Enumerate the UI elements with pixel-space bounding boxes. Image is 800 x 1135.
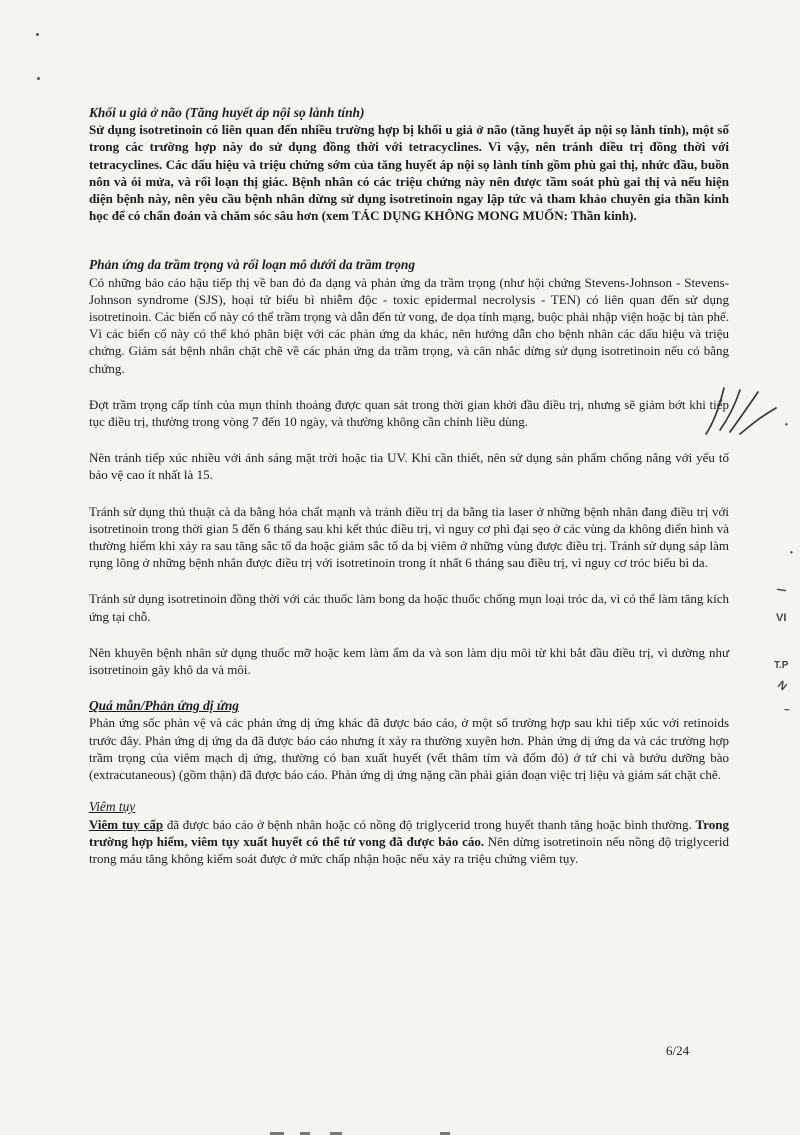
section-paragraph: Tránh sử dụng thủ thuật cà da bằng hóa chất mạnh và tránh điều trị da bằng tia laser ở những bệnh nhân đang điều trị với isotretinoin trong thời gian 5 đến 6 tháng sau khi kết thúc điều trị, vì nguy cơ phì đại sẹo ở các vùng da không điển hình và thường hiếm khi xảy ra sau tăng sắc tố da hoặc giảm sắc tố da bị viêm ở những vùng được điều trị. Tránh sử dụng sáp làm rụng lông ở những bệnh nhân được điều trị với isotretinoin trong ít nhất 6 tháng sau điều trị, vì nguy cơ tróc biểu bì da. xyxy=(89,503,729,571)
scan-edge xyxy=(0,1129,800,1135)
margin-stamp-text: VI xyxy=(776,612,787,624)
section-paragraph: Đợt trầm trọng cấp tính của mụn thỉnh thoảng được quan sát trong thời gian khởi đầu điều trị, nhưng sẽ giảm bớt khi tiếp tục điều trị, thường trong vòng 7 đến 10 ngày, và thường không cần chỉnh liều dùng. xyxy=(89,396,729,430)
scan-speck xyxy=(37,77,40,80)
section-paragraph: Sử dụng isotretinoin có liên quan đến nhiều trường hợp bị khối u giả ở não (tăng huyết áp nội sọ lành tính), một số trong các trường hợp này do sử dụng đồng thời với tetracyclines. Vì vậy, nên tránh điều trị đồng thời với tetracyclines. Các dấu hiệu và triệu chứng sớm của tăng huyết áp nội sọ lành tính gồm phù gai thị, nhức đầu, buồn nôn và ói mửa, và rối loạn thị giác. Bệnh nhân có các triệu chứng này nên được tầm soát phù gai thị và nếu hiện diện bệnh này, nên yêu cầu bệnh nhân dừng sử dụng isotretinoin ngay lập tức và tham khảo chuyên gia thần kinh học để có chẩn đoán và chăm sóc sâu hơn (xem TÁC DỤNG KHÔNG MONG MUỐN: Thần kinh). xyxy=(89,122,729,224)
margin-dot: • xyxy=(785,420,788,429)
paragraph-text: Nên dừng isotretinoin nếu nồng độ triglycerid trong máu tăng không kiểm soát được ở mức chấp nhận hoặc nếu xảy ra triệu chứng viêm tụy. xyxy=(89,833,729,866)
page-number: 6/24 xyxy=(666,1043,690,1058)
underlined-term: Viêm tuy cấp xyxy=(89,816,164,832)
section-paragraph: Nên tránh tiếp xúc nhiều với ánh sáng mặt trời hoặc tia UV. Khi cần thiết, nên sử dụng sản phẩm chống nắng với yếu tố bảo vệ cao ít nhất là 15. xyxy=(89,450,729,483)
signature-mark xyxy=(700,382,780,442)
section-paragraph xyxy=(89,816,729,868)
scan-speck xyxy=(36,33,39,36)
section-heading: Khối u giả ở não (Tăng huyết áp nội sọ lành tính) xyxy=(89,105,365,120)
section-pancreatitis xyxy=(89,798,729,867)
section-pseudotumor xyxy=(89,104,729,224)
section-severe-skin-reactions xyxy=(89,256,729,678)
section-paragraph: Nên khuyên bệnh nhân sử dụng thuốc mỡ hoặc kem làm ẩm da và son làm dịu môi từ khi bắt đầu điều trị, vì dường như isotretinoin gây khô da và môi. xyxy=(89,644,729,678)
section-heading: Quá mẫn/Phản ứng dị ứng xyxy=(89,698,239,714)
margin-stamp-fragment: ~ xyxy=(784,705,790,716)
section-heading: Viêm tụy xyxy=(89,799,136,815)
section-paragraph: Tránh sử dụng isotretinoin đồng thời với các thuốc làm bong da hoặc thuốc chống mụn loại tróc da, vì có thể làm tăng kích ứng tại chỗ. xyxy=(89,591,729,624)
margin-stamp-text: T.P xyxy=(774,660,789,671)
margin-stamp-fragment: \ xyxy=(774,586,789,594)
margin-stamp-text: N xyxy=(775,678,789,694)
document-body xyxy=(89,104,729,867)
bold-warning: Trong trường hợp hiếm, viêm tụy xuất huyết có thể tử vong đã được báo cáo. xyxy=(89,816,729,849)
section-paragraph: Có những báo cáo hậu tiếp thị về ban đỏ đa dạng và phản ứng da trầm trọng (như hội chứng Stevens-Johnson - Stevens-Johnson syndrome (SJS), hoại tử biểu bì nhiễm độc - toxic epidermal necrolysis - TEN) có liên quan đến sử dụng isotretinoin. Các biến cố này có thể trầm trọng và dẫn đến tử vong, đe dọa tính mạng, buộc phải nhập viện hoặc bị tàn phế. Vì các biến cố này có thể khó phân biệt với các phản ứng da khác, nên hướng dẫn cho bệnh nhân các dấu hiệu và triệu chứng. Giám sát bệnh nhân chặt chẽ về các phản ứng da trầm trọng, và cân nhắc dừng sử dụng isotretinoin nếu có bằng chứng. xyxy=(89,274,729,376)
section-hypersensitivity xyxy=(89,697,729,783)
section-paragraph: Phản ứng sốc phản vệ và các phản ứng dị ứng khác đã được báo cáo, ở một số trường hợp sau khi tiếp xúc với retinoids trước đây. Phản ứng dị ứng da đã được báo cáo nhưng ít xảy ra thường xuyên hơn. Phản ứng dị ứng da và các trường hợp trầm trọng của viêm mạch dị ứng, thường có ban xuất huyết (vết thâm tím và đốm đỏ) ở tứ chi và bướu dưỡng bào (extracutaneous) (gồm thận) đã được báo cáo. Phản ứng dị ứng nặng cần phải gián đoạn việc trị liệu và giám sát chặt chẽ. xyxy=(89,715,729,783)
paragraph-text: đã được báo cáo ở bệnh nhân hoặc có nồng độ triglycerid trong huyết thanh tăng hoặc bình thường. xyxy=(163,816,696,832)
margin-dot: • xyxy=(790,548,793,557)
section-heading: Phản ứng da trầm trọng và rối loạn mô dưới da trầm trọng xyxy=(89,257,416,273)
